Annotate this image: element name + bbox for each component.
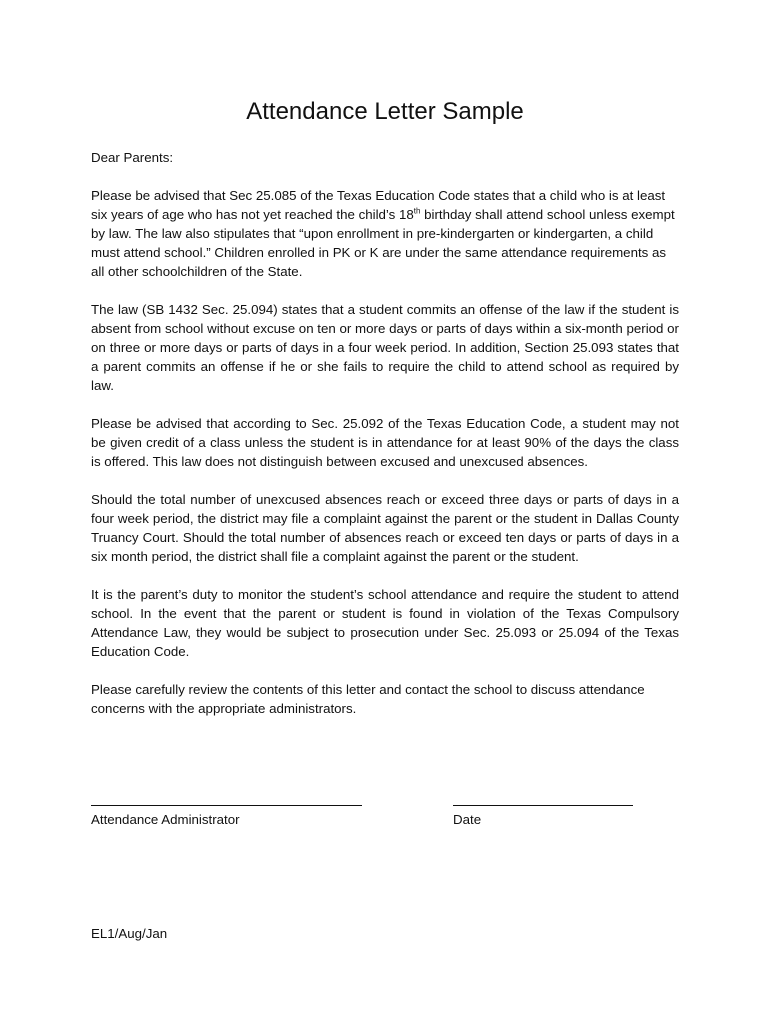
paragraph-education-code-text-end: birthday shall attend school unless exempt by law. The law also stipulates that “upon enrollment in pre-kindergarten or kindergarten, a child must attend school.” Children enrolled in PK or K are under the same attendance requirements as all other schoolchildren of the State. <box>91 207 675 279</box>
paragraph-education-code-text-start: Please be advised that Sec 25.085 of the Texas Education Code states that a child who is at least six years of age who has not yet reached the child’s 18 <box>91 188 666 222</box>
page-title: Attendance Letter Sample <box>246 98 524 125</box>
salutation: Dear Parents: <box>91 150 174 165</box>
paragraph-class-credit: Please be advised that according to Sec. 25.092 of the Texas Education Code, a student may not be given credit of a class unless the student is in attendance for at least 90% of the days the class is offered. This law does not distinguish between excused and unexcused absences. <box>91 416 679 469</box>
paragraph-parent-duty: It is the parent’s duty to monitor the student’s school attendance and require the student to attend school. In the event that the parent or student is found in violation of the Texas Compulsory Attendance Law, they would be subject to prosecution under Sec. 25.093 or 25.094 of the Texas Education Code. <box>91 587 679 659</box>
paragraph-sb-1432: The law (SB 1432 Sec. 25.094) states that a student commits an offense of the law if the student is absent from school without excuse on ten or more days or parts of days within a six-month period or on three or more days or parts of days in a four week period. In addition, Section 25.093 states that a parent commits an offense if he or she fails to require the child to attend school as required by law. <box>91 302 679 393</box>
date-signature-line <box>453 805 633 806</box>
footer-code: EL1/Aug/Jan <box>91 926 168 941</box>
administrator-signature-line <box>91 805 362 806</box>
letter-body <box>91 148 679 737</box>
paragraph-education-code <box>91 186 679 281</box>
signature-block <box>91 792 679 832</box>
paragraph-review-contact: Please carefully review the contents of this letter and contact the school to discuss attendance concerns with the appropriate administrators. <box>91 682 645 716</box>
administrator-label: Attendance Administrator <box>91 812 240 827</box>
paragraph-truancy-complaint: Should the total number of unexcused absences reach or exceed three days or parts of days in a four week period, the district may file a complaint against the parent or the student in Dallas County Truancy Court. Should the total number of absences reach or exceed ten days or parts of days in a six month period, the district shall file a complaint against the parent or the student. <box>91 492 679 564</box>
ordinal-superscript: th <box>413 206 421 216</box>
date-label: Date <box>453 812 482 827</box>
